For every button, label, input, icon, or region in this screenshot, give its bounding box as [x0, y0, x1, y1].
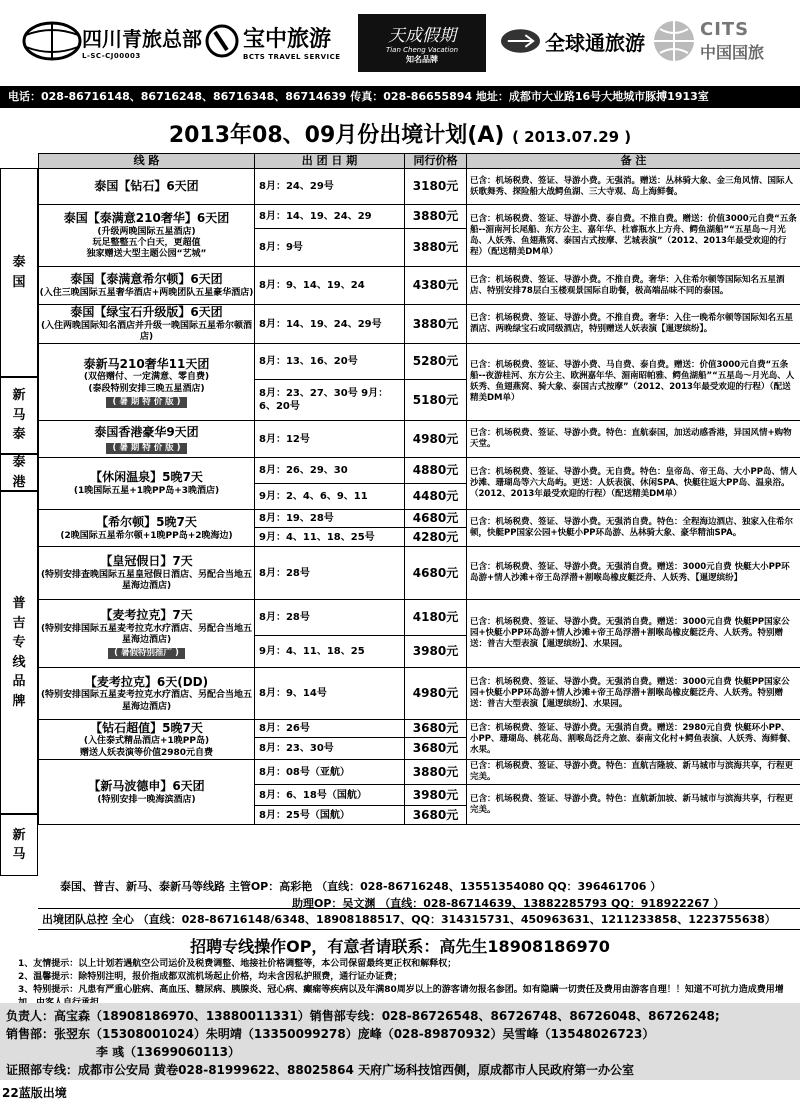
notes-cell: 已含：机场税费、签证、导游小费。特色：直航新加坡、新马城市与滨海共享，行程更完美。 [467, 785, 800, 825]
route-sub: (特别安排国际五星麦考拉克水疗酒店、另配合当地五星海边酒店) [39, 624, 254, 647]
contact-line-2: 助理OP：吴文渊 （直线：028-86714639、13882285793 QQ：918922267 ） [60, 895, 724, 912]
route-tag: ( 暑假特别推广 ) [108, 648, 185, 659]
table-row [39, 169, 800, 205]
table-row [39, 305, 800, 344]
route-cell [39, 547, 255, 600]
region-puji: 普吉专线品牌 [0, 491, 38, 814]
note-1: 1、友情提示：以上计划若遇航空公司运价及税费调整、地接社价格调整等，本公司保留最终更正权和解释权； [18, 958, 798, 971]
notes-cell: 已含：机场税费、签证、导游小费。无强消自费。特色：全程海边酒店、独家入住希尔顿，快艇PP国家公园+快艇小PP环岛游、丛林骑大象、豪华精油SPA。 [467, 510, 800, 547]
date-cell: 8月：28号 [255, 600, 405, 636]
route-sub: (1晚国际五星+1晚PP岛+3晚酒店) [39, 486, 254, 497]
header-price: 同行价格 [405, 154, 467, 169]
route-cell [39, 344, 255, 421]
route-sub: 赠送人妖表演等价值2980元自费 [39, 748, 254, 759]
tiancheng-logo [358, 14, 486, 72]
route-cell [39, 205, 255, 267]
quanqiu-logo [500, 10, 645, 72]
date-cell: 8月：14、19、24、29 [255, 205, 405, 229]
table-row [39, 344, 800, 380]
date-cell: 9月：2、4、6、9、11 [255, 484, 405, 510]
table-row [39, 720, 800, 738]
route-tag: ( 暑 期 特 价 版 ) [106, 397, 186, 408]
route-sub: (泰段特别安排三晚五星酒店) [39, 384, 254, 395]
date-cell: 8月：24、29号 [255, 169, 405, 205]
logo-bar [0, 0, 800, 86]
route-name: 【新马波德申】6天团 [39, 779, 254, 795]
table-row [39, 668, 800, 720]
price-cell: 3180元 [405, 169, 467, 205]
price-cell: 4680元 [405, 547, 467, 600]
route-sub: (特别安排一晚海滨酒店) [39, 795, 254, 806]
date-cell: 8月：23、30号 [255, 738, 405, 760]
route-sub: (入住泰式精品酒店+1晚PP岛) [39, 736, 254, 747]
table-row [39, 760, 800, 785]
route-name: 【休闲温泉】5晚7天 [39, 470, 254, 486]
table-row [39, 547, 800, 600]
price-cell: 3680元 [405, 720, 467, 738]
route-cell [39, 720, 255, 760]
price-cell: 3880元 [405, 229, 467, 267]
route-name: 【麦考拉克】7天 [39, 608, 254, 624]
page-title [0, 118, 800, 149]
cits-cn: 中国国旅 [700, 40, 764, 63]
price-cell: 3880元 [405, 205, 467, 229]
route-sub: (升级两晚国际五星酒店) [39, 227, 254, 238]
table-row [39, 600, 800, 636]
route-name: 【麦考拉克】6天(DD) [39, 675, 254, 691]
route-sub: (双倍赠付、一定满意、零自费) [39, 372, 254, 383]
notes-cell: 已含：机场税费、签证、导游小费。特色：直航泰国，加送动感香港，异国风情+购物天堂。 [467, 421, 800, 458]
date-cell: 9月：4、11、18、25号 [255, 528, 405, 547]
contact-info-bar: 电话：028-86716148、86716248、86716348、86714639 传真：028-86655894 地址：成都市大业路16号大地城市豚搏1913室 [0, 86, 800, 108]
date-cell: 8月：14、19、24、29号 [255, 305, 405, 344]
notes-cell: 已含：机场税费、签证、导游小费。无强消自费。赠送：3000元自费 快艇PP国家公园+快艇小PP环岛游+情人沙滩+帝王岛浮潜+割喉岛橡皮艇泛舟、人妖秀。特别赠送：普吉大型表演【暹逻缤纷】、水果园。 [467, 668, 800, 720]
route-cell [39, 421, 255, 458]
table-row [39, 205, 800, 229]
route-cell [39, 169, 255, 205]
table-row [39, 421, 800, 458]
route-sub: (特别安排国际五星麦考拉克水疗酒店、另配合当地五星海边酒店) [39, 690, 254, 713]
route-tag: ( 暑 期 特 价 版 ) [106, 443, 186, 454]
contact-line-1: 泰国、普吉、新马、泰新马等线路 主管OP：高彩艳 （直线：028-86716248、13551354080 QQ：396461706 ） [60, 878, 724, 895]
footer-line-1: 负责人：高宝森（18908186970、13880011331）销售部专线：028-86726548、86726748、86726048、86726248; [6, 1007, 794, 1025]
date-cell: 8月：23、27、30号 9月：6、20号 [255, 380, 405, 421]
price-cell: 5280元 [405, 344, 467, 380]
note-3: 3、特别提示：凡患有严重心脏病、高血压、糖尿病、胰腺炎、冠心病、癫痫等疾病以及年满80周岁以上的游客请勿报名参团。如有隐瞒一切责任及费用由游客自理！！知道不可抗力造成费用增 [18, 984, 798, 1010]
baozhong-en: BCTS TRAVEL SERVICE [243, 53, 341, 61]
leader-line: 出境团队总控 全心 （直线：028-86716148/6348、18908188517、QQ：314315731、450963631、1211233858、1223755638） [38, 908, 800, 930]
notes-cell: 已含：机场税费、签证、导游小费。无强消。赠送：丛林骑大象、金三角风情、国际人妖歌舞秀、探险船大战鳄鱼湖、三大寺观、岛上海鲜餐。 [467, 169, 800, 205]
price-cell: 5180元 [405, 380, 467, 421]
price-cell: 3680元 [405, 806, 467, 825]
route-sub: (入住两晚国际知名酒店并升级一晚国际五星希尔顿酒店) [39, 321, 254, 344]
baozhong-name: 宝中旅游 [243, 22, 341, 53]
sichuan-name: 四川青旅总部 [82, 23, 202, 52]
license-code: L-SC-CJ00003 [82, 52, 202, 60]
route-name: 泰国【钻石】6天团 [39, 179, 254, 195]
notes-cell: 已含：机场税费、签证、导游小费。无自费。特色：皇帝岛、帝王岛、大小PP岛、情人沙滩、珊瑚岛等六大岛屿。更送：人妖表演、休闲SPA、快艇往返大PP岛、温泉浴。（2012、2013年最受欢迎的行程）（配送精美DM单） [467, 458, 800, 510]
baozhong-mark-icon [205, 24, 239, 58]
notes-cell: 已含：机场税费、签证、导游小费。无强消自费。赠送：3000元自费 快艇PP国家公园+快艇小PP环岛游+情人沙滩+帝王岛浮潜+割喉岛橡皮艇泛舟、人妖秀。特别赠送：普吉大型表演【暹逻缤纷】、水果园。 [467, 600, 800, 668]
notes-cell: 已含：机场税费、签证、导游小费、马自费、泰自费。赠送：价值3000元自费“五条船--夜游桂河、东方公主、欧洲嘉年华、湄南昭帕雅、鳄鱼湖船”“五星岛～月光岛、人妖秀、鱼翅燕窝、骑大象、泰国古式按摩”（2012、2013年最受欢迎的行程）（配送精美DM单） [467, 344, 800, 421]
price-cell: 4480元 [405, 484, 467, 510]
globe-icon [22, 21, 82, 61]
table-row [39, 458, 800, 484]
recruit-banner: 招聘专线操作OP，有意者请联系：高先生18908186970 [0, 934, 800, 957]
cits-logo [652, 10, 798, 72]
title-date: ( 2013.07.29 ) [512, 128, 631, 146]
footer [0, 1003, 800, 1080]
region-thailand: 泰国 [0, 168, 38, 377]
region-xinma: 新马 [0, 814, 38, 876]
route-name: 【皇冠假日】7天 [39, 554, 254, 570]
price-cell: 4180元 [405, 600, 467, 636]
date-cell: 9月：4、11、18、25 [255, 636, 405, 668]
tiancheng-sub: 知名品牌 [406, 54, 438, 65]
date-cell: 8月：28号 [255, 547, 405, 600]
date-cell: 8月：12号 [255, 421, 405, 458]
date-cell: 8月：13、16、20号 [255, 344, 405, 380]
price-cell: 4680元 [405, 510, 467, 528]
footer-line-4: 证照部专线：成都市公安局 黄卷028-81999622、88025864 天府广场科技馆西侧，原成都市人民政府第一办公室 [6, 1061, 794, 1079]
route-cell [39, 760, 255, 825]
region-xinmatai: 新马泰 [0, 377, 38, 454]
route-name: 泰新马210奢华11天团 [39, 357, 254, 373]
price-cell: 4980元 [405, 421, 467, 458]
contact-block [60, 878, 724, 912]
route-cell [39, 510, 255, 547]
table-header [39, 154, 800, 169]
route-sub: (2晚国际五星希尔顿+1晚PP岛+2晚海边) [39, 531, 254, 542]
price-cell: 4380元 [405, 267, 467, 305]
route-cell [39, 600, 255, 668]
date-cell: 8月：6、18号（国航） [255, 785, 405, 806]
footer-line-3: 李 彧（13699060113） [6, 1043, 794, 1061]
route-sub: 玩足整整五个白天，更超值 [39, 238, 254, 249]
route-sub: (入住三晚国际五星奢华酒店+两晚团队五星豪华酒店) [39, 288, 254, 299]
date-cell: 8月：9号 [255, 229, 405, 267]
price-cell: 4280元 [405, 528, 467, 547]
route-sub: 独家赠送大型主题公园“艺城” [39, 249, 254, 260]
price-cell: 3880元 [405, 305, 467, 344]
header-notes: 备 注 [467, 154, 800, 169]
route-name: 泰国【泰满意希尔顿】6天团 [39, 272, 254, 288]
route-name: 泰国【绿宝石升级版】6天团 [39, 305, 254, 321]
date-cell: 8月：25号（国航） [255, 806, 405, 825]
date-cell: 8月：08号（亚航） [255, 760, 405, 785]
route-name: 【钻石超值】5晚7天 [39, 721, 254, 737]
table-row [39, 510, 800, 528]
price-cell: 4980元 [405, 668, 467, 720]
date-cell: 8月：19、28号 [255, 510, 405, 528]
route-name: 泰国香港豪华9天团 [39, 425, 254, 441]
plane-icon [500, 28, 541, 54]
notes-cell: 已含：机场税费、签证、导游小费。无强消自费。赠送：3000元自费 快艇大小PP环岛游+情人沙滩+帝王岛浮潜+割喉岛橡皮艇泛舟、人妖秀、【暹逻缤纷】 [467, 547, 800, 600]
itinerary-table [38, 153, 800, 825]
baozhong-logo [205, 10, 355, 72]
route-cell [39, 305, 255, 344]
note-2: 2、温馨提示：除特别注明，报价指成都双流机场起止价格，均未含因私护照费，通行证办证费； [18, 971, 798, 984]
page-number: 22蓝版出境 [2, 1084, 67, 1101]
price-cell: 3980元 [405, 785, 467, 806]
notes-cell: 已含：机场税费、签证、导游小费、泰自费。不推自费。赠送：价值3000元自费“五条船--湄南河长尾船、东方公主、嘉年华、杜睿瓶水上方舟、鳄鱼湖船”“五星岛～月光岛、人妖秀、鱼翅燕窝、泰国古式按摩、艺城表演”（2012、2013年最受欢迎的行程）（配送精美DM单） [467, 205, 800, 267]
notes-cell: 已含：机场税费、签证、导游小费。特色：直航吉隆坡、新马城市与滨海共享，行程更完美。 [467, 760, 800, 785]
region-taigang: 泰港 [0, 454, 38, 491]
route-sub: (特别安排查晚国际五星皇冠假日酒店、另配合当地五星海边酒店) [39, 570, 254, 593]
footer-line-2: 销售部：张翌东（15308001024）朱明靖（13350099278）庞峰（028-89870932）吴雪峰（13548026723） [6, 1025, 794, 1043]
title-main: 2013年08、09月份出境计划(A) [169, 123, 505, 148]
route-cell [39, 267, 255, 305]
notes-cell: 已含：机场税费、签证、导游小费。不推自费。奢华：入住希尔顿等国际知名五星酒店、特别安排78层白玉楼观景国际自助餐，极高端品味不同的泰国。 [467, 267, 800, 305]
notes-cell: 已含：机场税费、签证、导游小费。无强消自费。赠送：2980元自费 快艇环小PP、小PP、珊瑚岛、桃花岛、割喉岛泛舟之旅、泰南文化村+鳄鱼表演、人妖秀、海鲜餐、水果。 [467, 720, 800, 760]
date-cell: 8月：9、14、19、24 [255, 267, 405, 305]
price-cell: 3980元 [405, 636, 467, 668]
tiancheng-en: Tian Cheng Vacation [386, 46, 458, 54]
route-name: 泰国【泰满意210奢华】6天团 [39, 211, 254, 227]
date-cell: 8月：26、29、30 [255, 458, 405, 484]
cits-en: CITS [700, 19, 764, 40]
table-row [39, 267, 800, 305]
header-dates: 出 团 日 期 [255, 154, 405, 169]
price-cell: 3680元 [405, 738, 467, 760]
date-cell: 8月：26号 [255, 720, 405, 738]
price-cell: 4880元 [405, 458, 467, 484]
route-cell [39, 668, 255, 720]
cits-globe-icon [652, 19, 696, 63]
header-route: 线 路 [39, 154, 255, 169]
price-cell: 3880元 [405, 760, 467, 785]
route-cell [39, 458, 255, 510]
route-name: 【希尔顿】5晚7天 [39, 515, 254, 531]
notes-cell: 已含：机场税费、签证、导游小费。不推自费。奢华：入住一晚希尔顿等国际知名五星酒店、两晚绿宝石或同级酒店，特别赠送人妖表演【暹逻缤纷】。 [467, 305, 800, 344]
sichuan-logo [22, 10, 202, 72]
tiancheng-name: 天成假期 [388, 21, 456, 46]
date-cell: 8月：9、14号 [255, 668, 405, 720]
quanqiu-name: 全球通旅游 [545, 27, 645, 56]
